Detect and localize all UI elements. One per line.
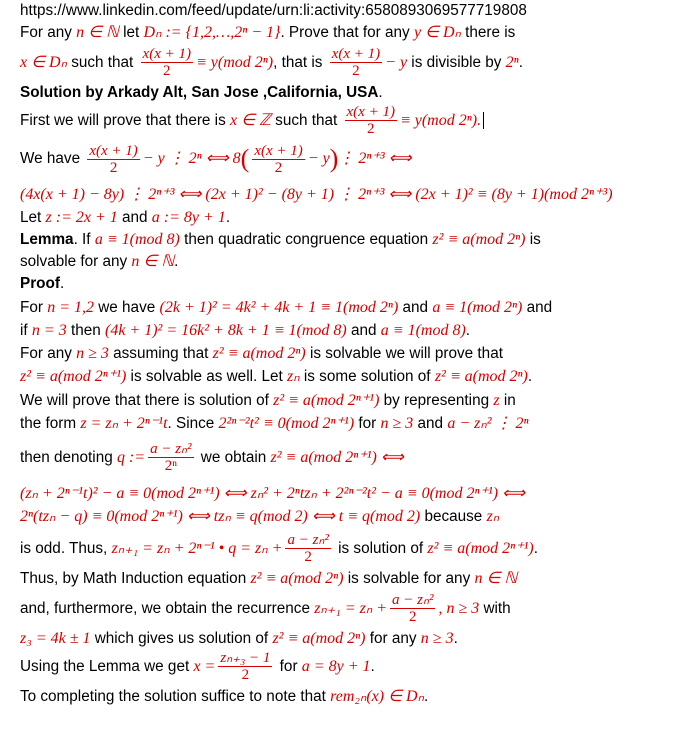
problem-line-2 xyxy=(20,46,523,80)
fraction xyxy=(148,441,193,474)
numerator: x(x + 1) xyxy=(89,142,138,159)
text: . xyxy=(465,322,471,339)
math: z xyxy=(493,392,500,409)
math: a := 8y + 1 xyxy=(151,209,226,226)
first-line xyxy=(20,104,484,138)
math: rem₂ₙ(x) ∈ Dₙ xyxy=(330,688,424,705)
text: and xyxy=(117,209,152,226)
math: z₃ = 4k ± 1 xyxy=(20,630,91,647)
we-have-line xyxy=(20,142,412,176)
math: n ≥ 3 xyxy=(420,630,454,647)
text: . xyxy=(174,253,179,270)
math: (2k + 1)² = 4k² + 4k + 1 ≡ 1(mod 2ⁿ) xyxy=(159,299,399,316)
math: a ≡ 1(mod 8) xyxy=(380,322,466,339)
author-place: , San Jose ,California, USA xyxy=(182,84,379,101)
math: 2ⁿ xyxy=(505,54,519,71)
text: is some solution of xyxy=(299,368,435,385)
text: . Prove that for any xyxy=(280,24,414,41)
text: for any xyxy=(365,630,421,647)
text: which gives us solution of xyxy=(90,630,273,647)
text: . xyxy=(59,275,65,292)
proof-line-9 xyxy=(20,570,517,588)
math: z² ≡ a(mod 2ⁿ⁺¹) xyxy=(273,392,380,409)
text: there is xyxy=(460,24,516,41)
proof-line-12 xyxy=(20,650,375,684)
solution-by xyxy=(20,84,383,102)
math: z² ≡ a(mod 2ⁿ) xyxy=(434,368,528,385)
numerator: x(x + 1) xyxy=(346,104,395,121)
text: let xyxy=(118,24,144,41)
fraction xyxy=(218,650,272,683)
math: ⋮ 2ⁿ⁺³ ⟺ xyxy=(338,150,412,168)
text: then xyxy=(66,322,105,339)
denominator: 2 xyxy=(241,667,250,684)
math: , n ≥ 3 xyxy=(438,600,480,617)
text: For xyxy=(20,299,48,316)
text: is divisible by xyxy=(407,54,506,71)
fraction xyxy=(141,46,193,79)
denominator: 2 xyxy=(366,121,375,138)
text: . xyxy=(370,658,375,675)
math: z := 2x + 1 xyxy=(45,209,118,226)
lemma-line-2 xyxy=(20,253,178,271)
text: such that xyxy=(66,54,138,71)
text: assuming that xyxy=(108,345,213,362)
text: and xyxy=(398,299,433,316)
text: such that xyxy=(270,112,342,129)
paren-close: ) xyxy=(329,144,339,173)
fraction xyxy=(330,46,382,79)
proof-line-4 xyxy=(20,368,532,386)
text: First we will prove that there is xyxy=(20,112,230,129)
text: because xyxy=(420,508,487,525)
proof-label: Proof xyxy=(20,275,60,292)
text: . If xyxy=(73,231,95,248)
math: z² ≡ a(mod 2ⁿ⁺¹) ⟺ xyxy=(270,449,404,466)
equation-2: (zₙ + 2ⁿ⁻¹t)² − a ≡ 0(mod 2ⁿ⁺¹) ⟺ zₙ² + 2ⁿtzₙ + 2²ⁿ⁻²t² − a ≡ 0(mod 2ⁿ⁺¹) ⟺ xyxy=(20,485,526,502)
denominator: 2 xyxy=(163,63,171,80)
lemma-line-1 xyxy=(20,231,541,249)
math: a ≡ 1(mod 8) xyxy=(94,231,180,248)
math: q := xyxy=(116,449,146,466)
text: . xyxy=(423,688,429,705)
math: a = 8y + 1 xyxy=(301,658,371,675)
math: zₙ xyxy=(287,368,300,385)
text: we have xyxy=(94,299,160,316)
text: . xyxy=(225,209,231,226)
math: n ≥ 3 xyxy=(76,345,109,362)
let-line xyxy=(20,209,230,227)
text: is solvable for any xyxy=(343,570,475,587)
text: Using the Lemma we get xyxy=(20,658,194,675)
numerator: x(x + 1) xyxy=(331,46,381,63)
text: with xyxy=(479,600,511,617)
fraction xyxy=(87,143,139,176)
text: then quadratic congruence equation xyxy=(179,231,433,248)
math: x ∈ ℤ xyxy=(229,112,271,129)
math: z² ≡ a(mod 2ⁿ⁺¹) xyxy=(20,368,127,385)
proof-line-10 xyxy=(20,592,511,626)
text: is xyxy=(525,231,541,248)
text: To completing the solution suffice to note that xyxy=(20,688,331,705)
text: and xyxy=(413,415,448,432)
text: for xyxy=(354,415,381,432)
equation-3 xyxy=(20,508,499,526)
denominator: 2 xyxy=(408,609,417,626)
text: if xyxy=(20,322,32,339)
denominator: 2 xyxy=(304,549,312,566)
text: . xyxy=(518,54,523,71)
text: . xyxy=(453,630,458,647)
math: zₙ xyxy=(486,508,500,525)
math: n ∈ ℕ xyxy=(76,24,119,41)
fraction xyxy=(285,532,330,565)
text: . xyxy=(378,84,383,101)
math: z = zₙ + 2ⁿ⁻¹t xyxy=(80,415,168,432)
proof-line-1 xyxy=(20,299,552,317)
fraction xyxy=(390,592,435,625)
math: z² ≡ a(mod 2ⁿ) xyxy=(212,345,306,362)
numerator: x(x + 1) xyxy=(254,142,303,159)
math: − y xyxy=(307,150,330,168)
proof-line-6 xyxy=(20,415,529,433)
denominator: 2 xyxy=(274,159,283,176)
text: . xyxy=(527,368,533,385)
text: by representing xyxy=(379,392,494,409)
denominator: 2 xyxy=(352,63,360,80)
text: and, furthermore, we obtain the recurrence xyxy=(20,600,315,617)
math: z² ≡ a(mod 2ⁿ) xyxy=(250,570,344,587)
math: x = xyxy=(193,658,216,675)
text: , that is xyxy=(273,54,327,71)
proof-line-3 xyxy=(20,345,503,363)
text: is odd. Thus, xyxy=(20,540,112,557)
paren-open: ( xyxy=(240,144,250,173)
math: y ∈ Dₙ xyxy=(413,24,461,41)
fraction xyxy=(345,104,397,137)
fraction xyxy=(252,143,304,176)
math: − y ⋮ 2ⁿ ⟺ 8 xyxy=(142,150,241,168)
math: n ≥ 3 xyxy=(380,415,414,432)
problem-line-1 xyxy=(20,24,515,42)
text: and xyxy=(346,322,381,339)
proof-heading xyxy=(20,275,64,293)
math: n ∈ ℕ xyxy=(474,570,518,587)
text: and xyxy=(522,299,553,316)
math: n = 1,2 xyxy=(47,299,94,316)
numerator: a − zₙ² xyxy=(287,532,329,549)
text: is solvable as well. Let xyxy=(126,368,288,385)
proof-line-8 xyxy=(20,532,538,566)
text-cursor xyxy=(483,112,484,129)
math: 2ⁿ(tzₙ − q) ≡ 0(mod 2ⁿ⁺¹) ⟺ tzₙ ≡ q(mod 2) ⟺ t ≡ q(mod 2) xyxy=(20,508,421,525)
text: For any xyxy=(20,345,77,362)
text: in xyxy=(499,392,516,409)
text: the form xyxy=(20,415,81,432)
numerator: zₙ₊₃ − 1 xyxy=(220,650,271,667)
numerator: a − zₙ² xyxy=(392,592,434,609)
text: We will prove that there is solution of xyxy=(20,392,274,409)
text: solvable for any xyxy=(20,253,132,270)
math: ≡ y(mod 2ⁿ) xyxy=(195,54,274,71)
lemma-label: Lemma xyxy=(20,231,74,248)
math: n ∈ ℕ xyxy=(131,253,175,270)
proof-line-11 xyxy=(20,630,458,648)
math: x ∈ Dₙ xyxy=(20,54,67,71)
text: is solution of xyxy=(333,540,428,557)
numerator: a − zₙ² xyxy=(150,441,192,458)
text: We have xyxy=(20,150,85,168)
author-label: Solution by Arkady Alt xyxy=(20,84,183,101)
proof-line-2 xyxy=(20,322,470,340)
math: zₙ₊₁ = zₙ + xyxy=(314,600,388,617)
math: Dₙ := {1,2,…,2ⁿ − 1} xyxy=(143,24,281,41)
text: . Since xyxy=(167,415,219,432)
text: we obtain xyxy=(196,449,271,466)
text: is solvable we will prove that xyxy=(305,345,503,362)
math: ≡ y(mod 2ⁿ). xyxy=(399,112,482,129)
text: then denoting xyxy=(20,449,117,466)
equation-1: (4x(x + 1) − 8y) ⋮ 2ⁿ⁺³ ⟺ (2x + 1)² − (8y + 1) ⋮ 2ⁿ⁺³ ⟺ (2x + 1)² ≡ (8y + 1)(mod 2ⁿ⁺³) xyxy=(20,186,613,203)
proof-line-5 xyxy=(20,392,516,410)
math: (4k + 1)² = 16k² + 8k + 1 ≡ 1(mod 8) xyxy=(104,322,347,339)
text: . xyxy=(533,540,538,557)
math: a ≡ 1(mod 2ⁿ) xyxy=(432,299,523,316)
numerator: x(x + 1) xyxy=(142,46,191,63)
denominator: 2ⁿ xyxy=(164,458,177,475)
text: For any xyxy=(20,24,77,41)
source-url: https://www.linkedin.com/feed/update/urn:li:activity:6580893069577719808 xyxy=(20,2,527,19)
math: zₙ₊₁ = zₙ + 2ⁿ⁻¹ • q = zₙ + xyxy=(111,540,283,557)
math: a − zₙ² ⋮ 2ⁿ xyxy=(447,415,529,432)
math: − y xyxy=(385,54,408,71)
math: z² ≡ a(mod 2ⁿ) xyxy=(272,630,366,647)
math: 2²ⁿ⁻²t² ≡ 0(mod 2ⁿ⁺¹) xyxy=(218,415,355,432)
proof-line-13 xyxy=(20,688,428,706)
math: n = 3 xyxy=(31,322,67,339)
text: Let xyxy=(20,209,46,226)
math: z² ≡ a(mod 2ⁿ⁺¹) xyxy=(427,540,534,557)
denominator: 2 xyxy=(109,159,118,176)
text: for xyxy=(275,658,302,675)
text: Thus, by Math Induction equation xyxy=(20,570,251,587)
math: z² ≡ a(mod 2ⁿ) xyxy=(432,231,526,248)
proof-line-7 xyxy=(20,441,404,475)
